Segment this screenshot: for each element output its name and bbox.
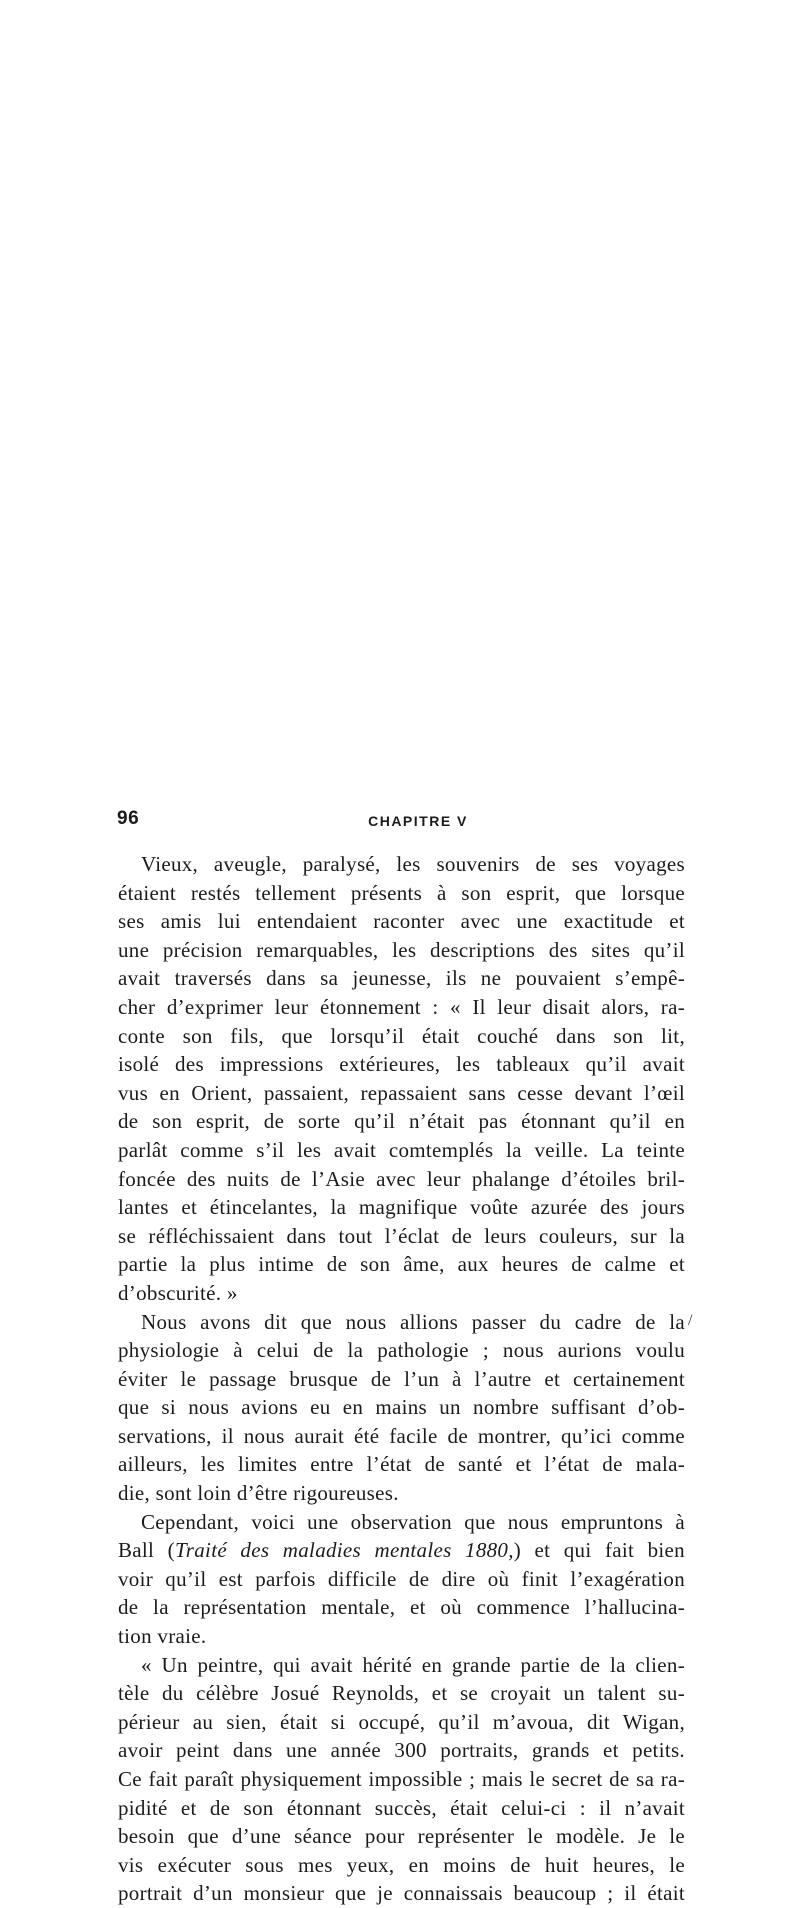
text-line: voir qu’il est parfois difficile de dire où finit l’exagération — [118, 1566, 685, 1591]
text-line: tèle du célèbre Josué Reynolds, et se croyait un talent su- — [118, 1681, 685, 1706]
text-line: vis exécuter sous mes yeux, en moins de huit heures, le — [118, 1852, 685, 1877]
text-line: avait traversés dans sa jeunesse, ils ne pouvaient s’empê- — [118, 966, 685, 991]
paragraph — [118, 1308, 685, 1508]
text-segment: ) et qui fait bien — [513, 1538, 685, 1563]
book-citation: Traité des maladies mentales 1880, — [174, 1538, 514, 1563]
text-line: portrait d’un monsieur que je connaissais beaucoup ; il était — [118, 1881, 685, 1906]
text-line-with-citation — [118, 1536, 685, 1565]
text-line: ailleurs, les limites entre l’état de santé et l’état de mala- — [118, 1452, 685, 1477]
text-line: tion vraie. — [118, 1624, 207, 1649]
text-line: Cependant, voici une observation que nous empruntons à — [141, 1509, 685, 1534]
text-line: que si nous avions eu en mains un nombre suffisant d’ob- — [118, 1395, 685, 1420]
page-number: 96 — [117, 808, 140, 829]
text-line: Vieux, aveugle, paralysé, les souvenirs de ses voyages — [141, 852, 685, 876]
text-line: Nous avons dit que nous allions passer du cadre de la — [141, 1309, 685, 1334]
text-line: servations, il nous aurait été facile de montrer, qu’ici comme — [118, 1423, 685, 1448]
running-title: CHAPITRE V — [368, 813, 468, 829]
text-line: physiologie à celui de la pathologie ; nous aurions voulu — [118, 1338, 685, 1363]
margin-mark: / — [688, 1312, 693, 1329]
paragraph — [118, 850, 685, 1308]
text-line: de son esprit, de sorte qu’il n’était pas étonnant qu’il en — [118, 1109, 685, 1134]
text-line: besoin que d’une séance pour représenter le modèle. Je le — [118, 1824, 685, 1849]
text-line: conte son fils, que lorsqu’il était couché dans son lit, — [118, 1023, 685, 1048]
text-line: pidité et de son étonnant succès, était celui-ci : il n’avait — [118, 1795, 685, 1820]
paragraph — [118, 1651, 685, 1908]
text-line: « Un peintre, qui avait hérité en grande partie de la clien- — [141, 1652, 685, 1677]
text-line: périeur au sien, était si occupé, qu’il m’avoua, dit Wigan, — [118, 1709, 685, 1734]
text-line: isolé des impressions extérieures, les tableaux qu’il avait — [118, 1052, 685, 1077]
text-line: die, sont loin d’être rigoureuses. — [118, 1481, 399, 1506]
text-line: de la représentation mentale, et où commence l’hallucina- — [118, 1595, 685, 1620]
text-line: cher d’exprimer leur étonnement : « Il leur disait alors, ra- — [118, 994, 685, 1019]
paragraph — [118, 1508, 685, 1651]
text-line: avoir peint dans une année 300 portraits, grands et petits. — [118, 1738, 685, 1763]
text-line: Ce fait paraît physiquement impossible ; mais le secret de sa ra- — [118, 1767, 685, 1791]
text-line: foncée des nuits de l’Asie avec leur phalange d’étoiles bril- — [118, 1166, 685, 1191]
text-segment: Ball ( — [118, 1538, 175, 1563]
text-line: ses amis lui entendaient raconter avec une exactitude et — [118, 909, 685, 934]
text-line: lantes et étincelantes, la magnifique voûte azurée des jours — [118, 1195, 685, 1220]
text-line: d’obscurité. » — [118, 1280, 238, 1305]
text-line: partie la plus intime de son âme, aux heures de calme et — [118, 1252, 685, 1277]
text-line: vus en Orient, passaient, repassaient sans cesse devant l’œil — [118, 1080, 685, 1105]
body-text — [118, 850, 685, 1908]
text-line: éviter le passage brusque de l’un à l’autre et certainement — [118, 1366, 685, 1391]
text-line: parlât comme s’il les avait comtemplés la veille. La teinte — [118, 1137, 685, 1162]
text-line: étaient restés tellement présents à son esprit, que lorsque — [118, 880, 685, 905]
text-line: se réfléchissaient dans tout l’éclat de leurs couleurs, sur la — [118, 1223, 685, 1248]
text-line: une précision remarquables, les descriptions des sites qu’il — [118, 937, 685, 962]
